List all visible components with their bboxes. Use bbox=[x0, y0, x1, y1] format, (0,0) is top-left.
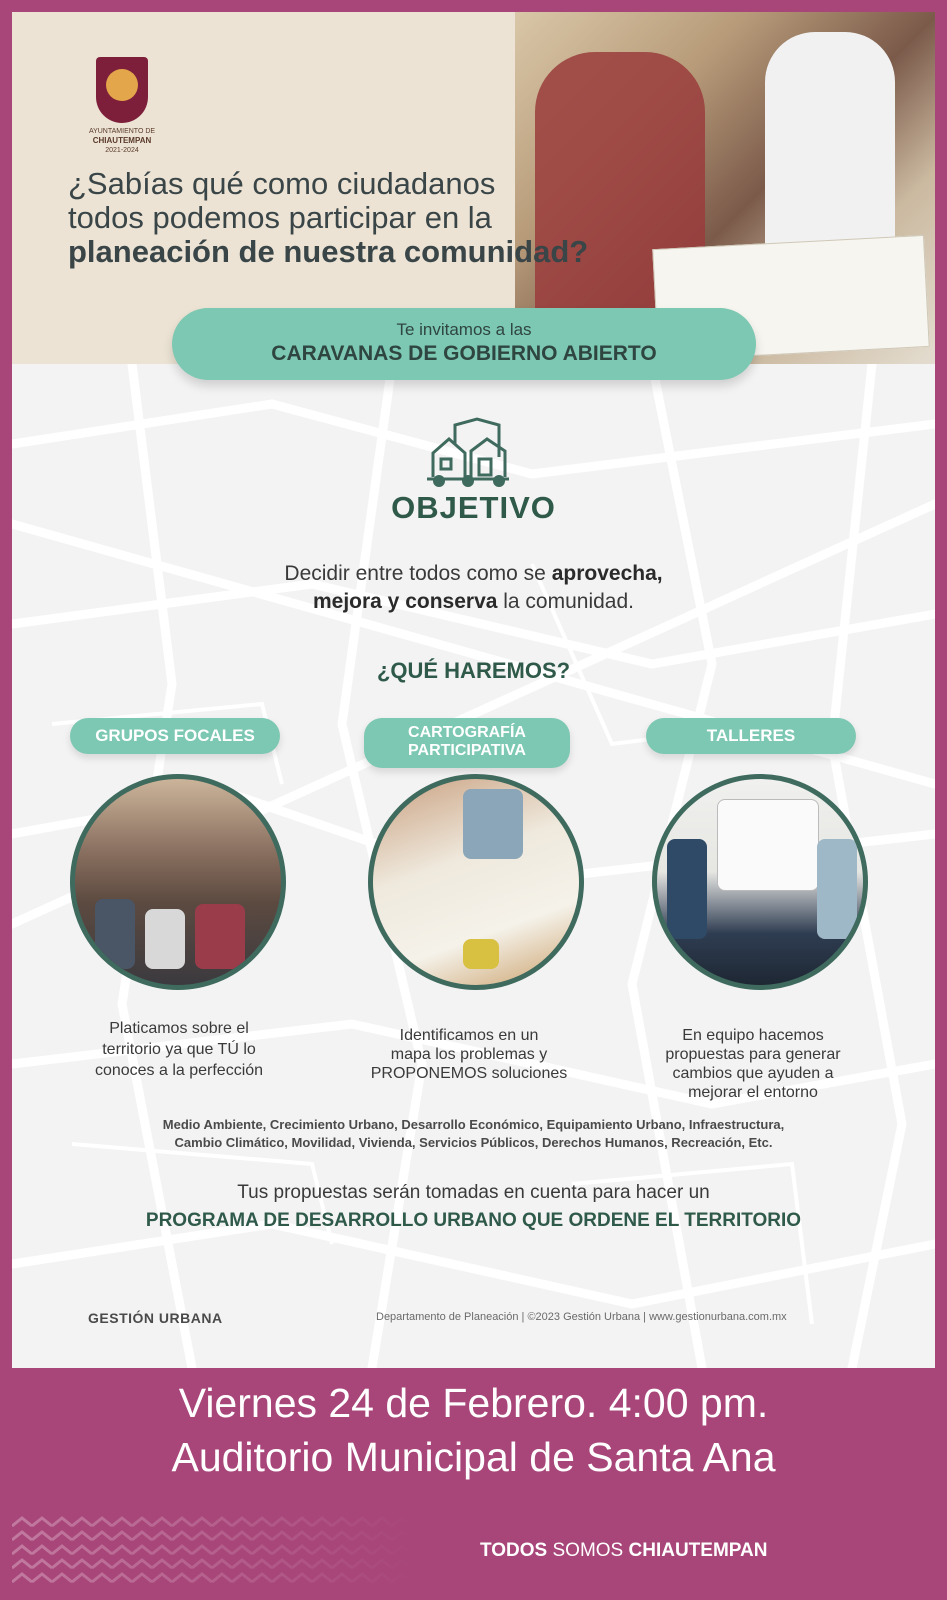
slogan-word: SOMOS bbox=[547, 1540, 629, 1561]
objective-text-part: la comunidad. bbox=[497, 590, 635, 613]
caption-line: cambios que ayuden a bbox=[672, 1065, 834, 1082]
invite-banner bbox=[172, 308, 756, 380]
objective-text bbox=[192, 560, 755, 616]
invite-pretext: Te invitamos a las bbox=[396, 320, 532, 339]
photo-figure bbox=[95, 899, 135, 969]
objective-text-bold: mejora y conserva bbox=[312, 590, 498, 613]
label-line: CARTOGRAFÍA bbox=[408, 724, 526, 741]
label-grupos-focales: GRUPOS FOCALES bbox=[70, 718, 280, 754]
photo-participatory-mapping bbox=[368, 774, 584, 990]
photo-figure bbox=[463, 789, 523, 859]
label-line: PARTICIPATIVA bbox=[408, 742, 526, 759]
caption-line: En equipo hacemos bbox=[682, 1027, 824, 1044]
poster bbox=[12, 12, 935, 1368]
caption-cartografia bbox=[364, 1026, 574, 1083]
photo-flipchart bbox=[717, 799, 819, 891]
event-date-time: Viernes 24 de Febrero. 4:00 pm. bbox=[178, 1380, 769, 1426]
label-talleres: TALLERES bbox=[646, 718, 856, 754]
caption-line: Platicamos sobre el bbox=[109, 1020, 249, 1037]
caption-line: mapa los problemas y bbox=[390, 1046, 548, 1063]
chevron-pattern-decoration bbox=[12, 1516, 416, 1586]
logo-line: AYUNTAMIENTO DE bbox=[88, 128, 156, 135]
photo-figure bbox=[817, 839, 857, 939]
invite-title: CARAVANAS DE GOBIERNO ABIERTO bbox=[271, 342, 657, 365]
headline-line-bold: planeación de nuestra comunidad? bbox=[68, 234, 589, 269]
what-we-do-title: ¿QUÉ HAREMOS? bbox=[376, 658, 571, 683]
municipal-logo bbox=[84, 57, 160, 155]
caption-line: propuestas para generar bbox=[665, 1046, 841, 1063]
objective-text-part: Decidir entre todos como se bbox=[284, 562, 552, 585]
logo-text bbox=[84, 127, 160, 155]
photo-figure bbox=[463, 939, 499, 969]
topics-line: Cambio Climático, Movilidad, Vivienda, Servicios Públicos, Derechos Humanos, Recreación, Etc. bbox=[174, 1135, 773, 1150]
topics-list bbox=[102, 1116, 845, 1152]
gestion-urbana-logo: GESTIÓN URBANA bbox=[88, 1310, 223, 1326]
caption-line: territorio ya que TÚ lo bbox=[102, 1041, 256, 1058]
logo-line: CHIAUTEMPAN bbox=[92, 136, 152, 145]
caption-line: Identificamos en un bbox=[399, 1027, 539, 1044]
slogan bbox=[480, 1540, 768, 1562]
slogan-word: CHIAUTEMPAN bbox=[628, 1540, 768, 1561]
shield-icon bbox=[96, 57, 148, 123]
footer-credit: Departamento de Planeación | ©2023 Gestión Urbana | www.gestionurbana.com.mx bbox=[376, 1311, 787, 1323]
caption-grupos-focales bbox=[74, 1018, 284, 1081]
caption-talleres bbox=[648, 1026, 858, 1102]
logo-line: 2021-2024 bbox=[105, 147, 139, 154]
closing-text: Tus propuestas serán tomadas en cuenta para hacer un bbox=[237, 1182, 710, 1203]
caption-line: conoces a la perfección bbox=[94, 1062, 264, 1079]
caption-line: PROPONEMOS soluciones bbox=[370, 1065, 568, 1082]
topics-line: Medio Ambiente, Crecimiento Urbano, Desarrollo Económico, Equipamiento Urbano, Infraestructura, bbox=[162, 1117, 785, 1132]
closing-program-title: PROGRAMA DE DESARROLLO URBANO QUE ORDENE EL TERRITORIO bbox=[145, 1210, 802, 1231]
caption-line: mejorar el entorno bbox=[688, 1084, 818, 1101]
headline-line: todos podemos participar en la bbox=[68, 200, 492, 235]
label-cartografia-participativa bbox=[364, 718, 570, 768]
objective-title: OBJETIVO bbox=[391, 490, 556, 525]
event-venue: Auditorio Municipal de Santa Ana bbox=[171, 1434, 776, 1480]
photo-focus-group bbox=[70, 774, 286, 990]
photo-figure bbox=[195, 904, 245, 969]
slogan-word: TODOS bbox=[480, 1540, 548, 1561]
objective-text-bold: aprovecha, bbox=[551, 562, 663, 585]
photo-workshop bbox=[652, 774, 868, 990]
headline bbox=[68, 167, 708, 269]
headline-line: ¿Sabías qué como ciudadanos bbox=[68, 166, 496, 201]
photo-person-shape bbox=[765, 32, 895, 272]
photo-figure bbox=[145, 909, 185, 969]
houses-icon bbox=[425, 417, 511, 492]
photo-figure bbox=[667, 839, 707, 939]
